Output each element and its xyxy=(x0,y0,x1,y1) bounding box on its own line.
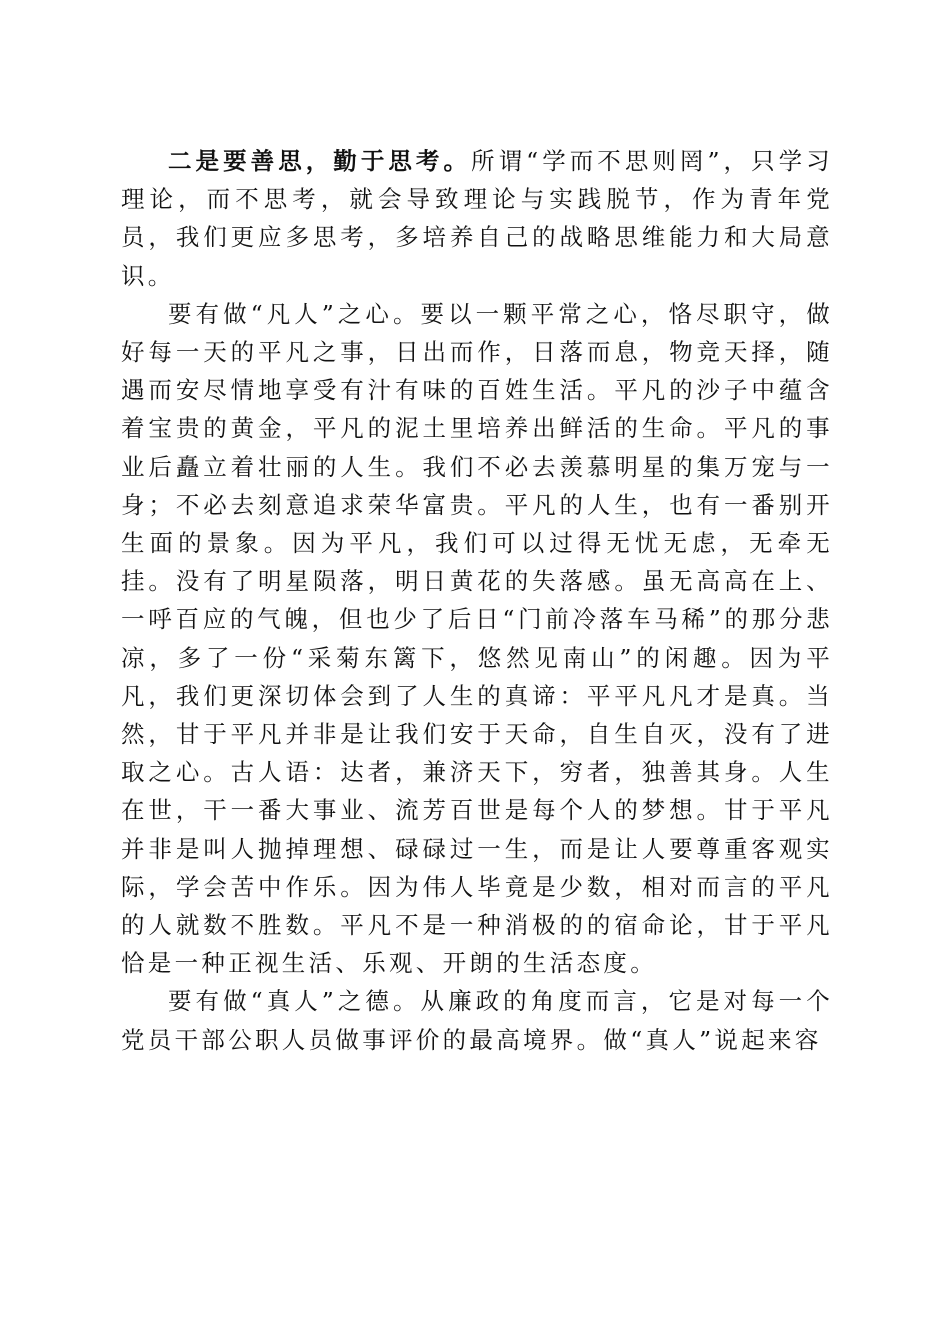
paragraph-lead: 二是要善思，勤于思考。 xyxy=(168,147,472,175)
paragraph-text: 所谓“学而不思则罔”，只学习理论，而不思考，就会导致理论与实践脱节，作为青年党员，我们更应多思考，多培养自己的战略思维能力和大局意识。 xyxy=(121,147,833,290)
paragraph-ordinary-heart xyxy=(121,295,833,983)
paragraph-study-thinking xyxy=(121,142,833,295)
document-body xyxy=(121,142,833,1059)
paragraph-text: 要有做“真人”之德。从廉政的角度而言，它是对每一个党员干部公职人员做事评价的最高境界。做“真人”说起来容 xyxy=(121,987,833,1054)
paragraph-true-virtue xyxy=(121,982,833,1058)
paragraph-text: 要有做“凡人”之心。要以一颗平常之心，恪尽职守，做好每一天的平凡之事，日出而作，日落而息，物竞天择，随遇而安尽情地享受有汁有味的百姓生活。平凡的沙子中蕴含着宝贵的黄金，平凡的泥土里培养出鲜活的生命。平凡的事业后矗立着壮丽的人生。我们不必去羡慕明星的集万宠与一身；不必去刻意追求荣华富贵。平凡的人生，也有一番别开生面的景象。因为平凡，我们可以过得无忧无虑，无牵无挂。没有了明星陨落，明日黄花的失落感。虽无高高在上、一呼百应的气魄，但也少了后日“门前冷落车马稀”的那分悲凉，多了一份“采菊东篱下，悠然见南山”的闲趣。因为平凡，我们更深切体会到了人生的真谛：平平凡凡才是真。当然，甘于平凡并非是让我们安于天命，自生自灭，没有了进取之心。古人语：达者，兼济天下，穷者，独善其身。人生在世，干一番大事业、流芳百世是每个人的梦想。甘于平凡并非是叫人抛掉理想、碌碌过一生，而是让人要尊重客观实际，学会苦中作乐。因为伟人毕竟是少数，相对而言的平凡的人就数不胜数。平凡不是一种消极的的宿命论，甘于平凡恰是一种正视生活、乐观、开朗的生活态度。 xyxy=(121,299,833,978)
